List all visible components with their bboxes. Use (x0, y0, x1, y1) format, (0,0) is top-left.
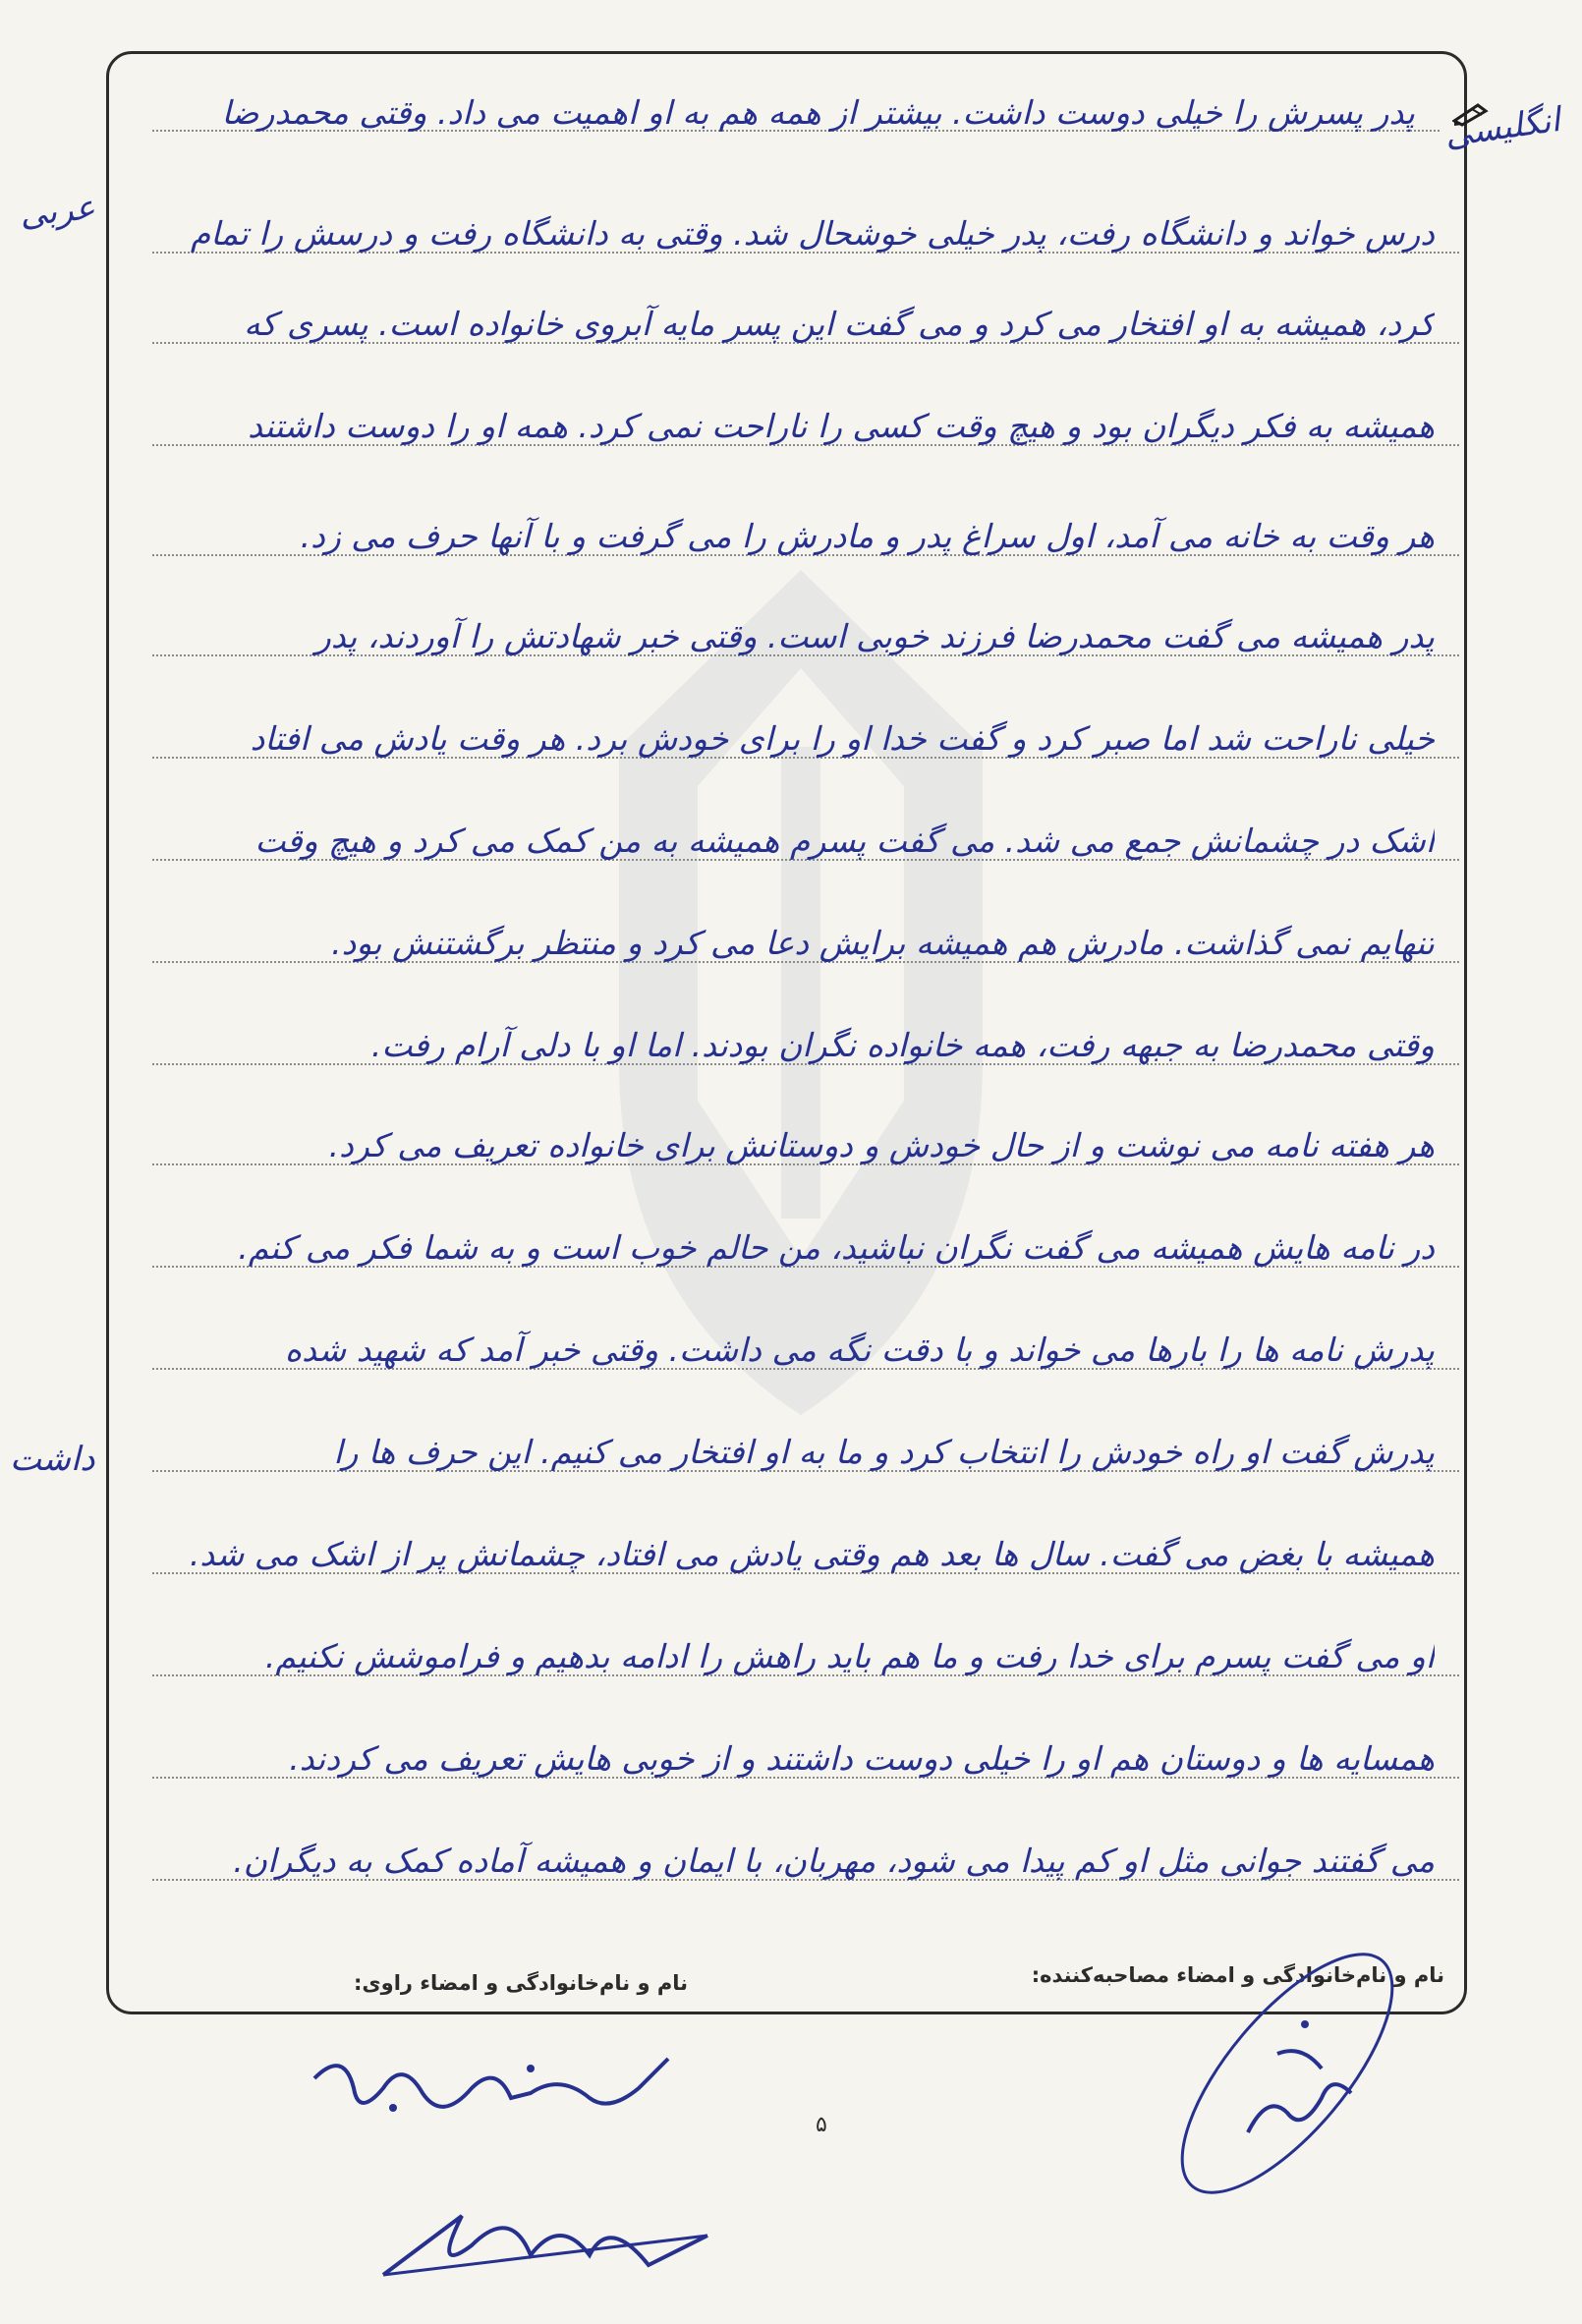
handwritten-line: هر وقت به خانه می آمد، اول سراغ پدر و مادرش را می گرفت و با آنها حرف می زد. (300, 517, 1435, 555)
interviewer-signature (1130, 1906, 1444, 2221)
handwritten-line: همیشه به فکر دیگران بود و هیچ وقت کسی را ناراحت نمی کرد. همه او را دوست داشتند (248, 407, 1435, 445)
margin-note-top-right: انگلیسی (1441, 99, 1563, 156)
handwritten-line: پدر پسرش را خیلی دوست داشت. بیشتر از همه هم به او اهمیت می داد. وقتی محمدرضا (221, 93, 1415, 132)
handwritten-line: او می گفت پسرم برای خدا رفت و ما هم باید راهش را ادامه بدهیم و فراموشش نکنیم. (264, 1637, 1435, 1675)
handwritten-line: تنهایم نمی گذاشت. مادرش هم همیشه برایش دعا می کرد و منتظر برگشتنش بود. (331, 924, 1435, 962)
narrator-signature-label: نام و نام‌خانوادگی و امضاء راوی: (354, 1971, 688, 1995)
margin-note-left-top: عربی (18, 188, 97, 235)
handwritten-line: خیلی ناراحت شد اما صبر کرد و گفت خدا او را برای خودش برد. هر وقت یادش می افتاد (250, 719, 1435, 758)
handwritten-line: می گفتند جوانی مثل او کم پیدا می شود، مهربان، با ایمان و همیشه آماده کمک به دیگران. (233, 1842, 1435, 1880)
handwritten-line: در نامه هایش همیشه می گفت نگران نباشید، من حالم خوب است و به شما فکر می کنم. (238, 1228, 1435, 1267)
narrator-signature (295, 2039, 845, 2304)
handwritten-line: درس خواند و دانشگاه رفت، پدر خیلی خوشحال شد. وقتی به دانشگاه رفت و درسش را تمام (190, 214, 1435, 253)
handwritten-line: پدرش نامه ها را بارها می خواند و با دقت نگه می داشت. وقتی خبر آمد که شهید شده (284, 1331, 1435, 1369)
handwritten-line: پدر همیشه می گفت محمدرضا فرزند خوبی است. وقتی خبر شهادتش را آوردند، پدر (314, 617, 1435, 655)
handwritten-line: همیشه با بغض می گفت. سال ها بعد هم وقتی یادش می افتاد، چشمانش پر از اشک می شد. (189, 1535, 1435, 1573)
margin-note-left: داشت (10, 1440, 95, 1479)
page-number: ۵ (816, 2113, 827, 2137)
handwritten-line: وقتی محمدرضا به جبهه رفت، همه خانواده نگران بودند. اما او با دلی آرام رفت. (370, 1026, 1435, 1064)
handwritten-line: کرد، همیشه به او افتخار می کرد و می گفت این پسر مایه آبروی خانواده است. پسری که (244, 305, 1435, 343)
handwritten-line: هر هفته نامه می نوشت و از حال خودش و دوستانش برای خانواده تعریف می کرد. (328, 1126, 1435, 1164)
interviewer-signature-label: نام و نام‌خانوادگی و امضاء مصاحبه‌کننده: (1031, 1963, 1444, 1987)
handwritten-line: اشک در چشمانش جمع می شد. می گفت پسرم همیشه به من کمک می کرد و هیچ وقت (254, 822, 1435, 860)
handwritten-line: همسایه ها و دوستان هم او را خیلی دوست داشتند و از خوبی هایش تعریف می کردند. (289, 1739, 1435, 1778)
handwritten-line: پدرش گفت او راه خودش را انتخاب کرد و ما به او افتخار می کنیم. این حرف ها را (333, 1433, 1435, 1471)
